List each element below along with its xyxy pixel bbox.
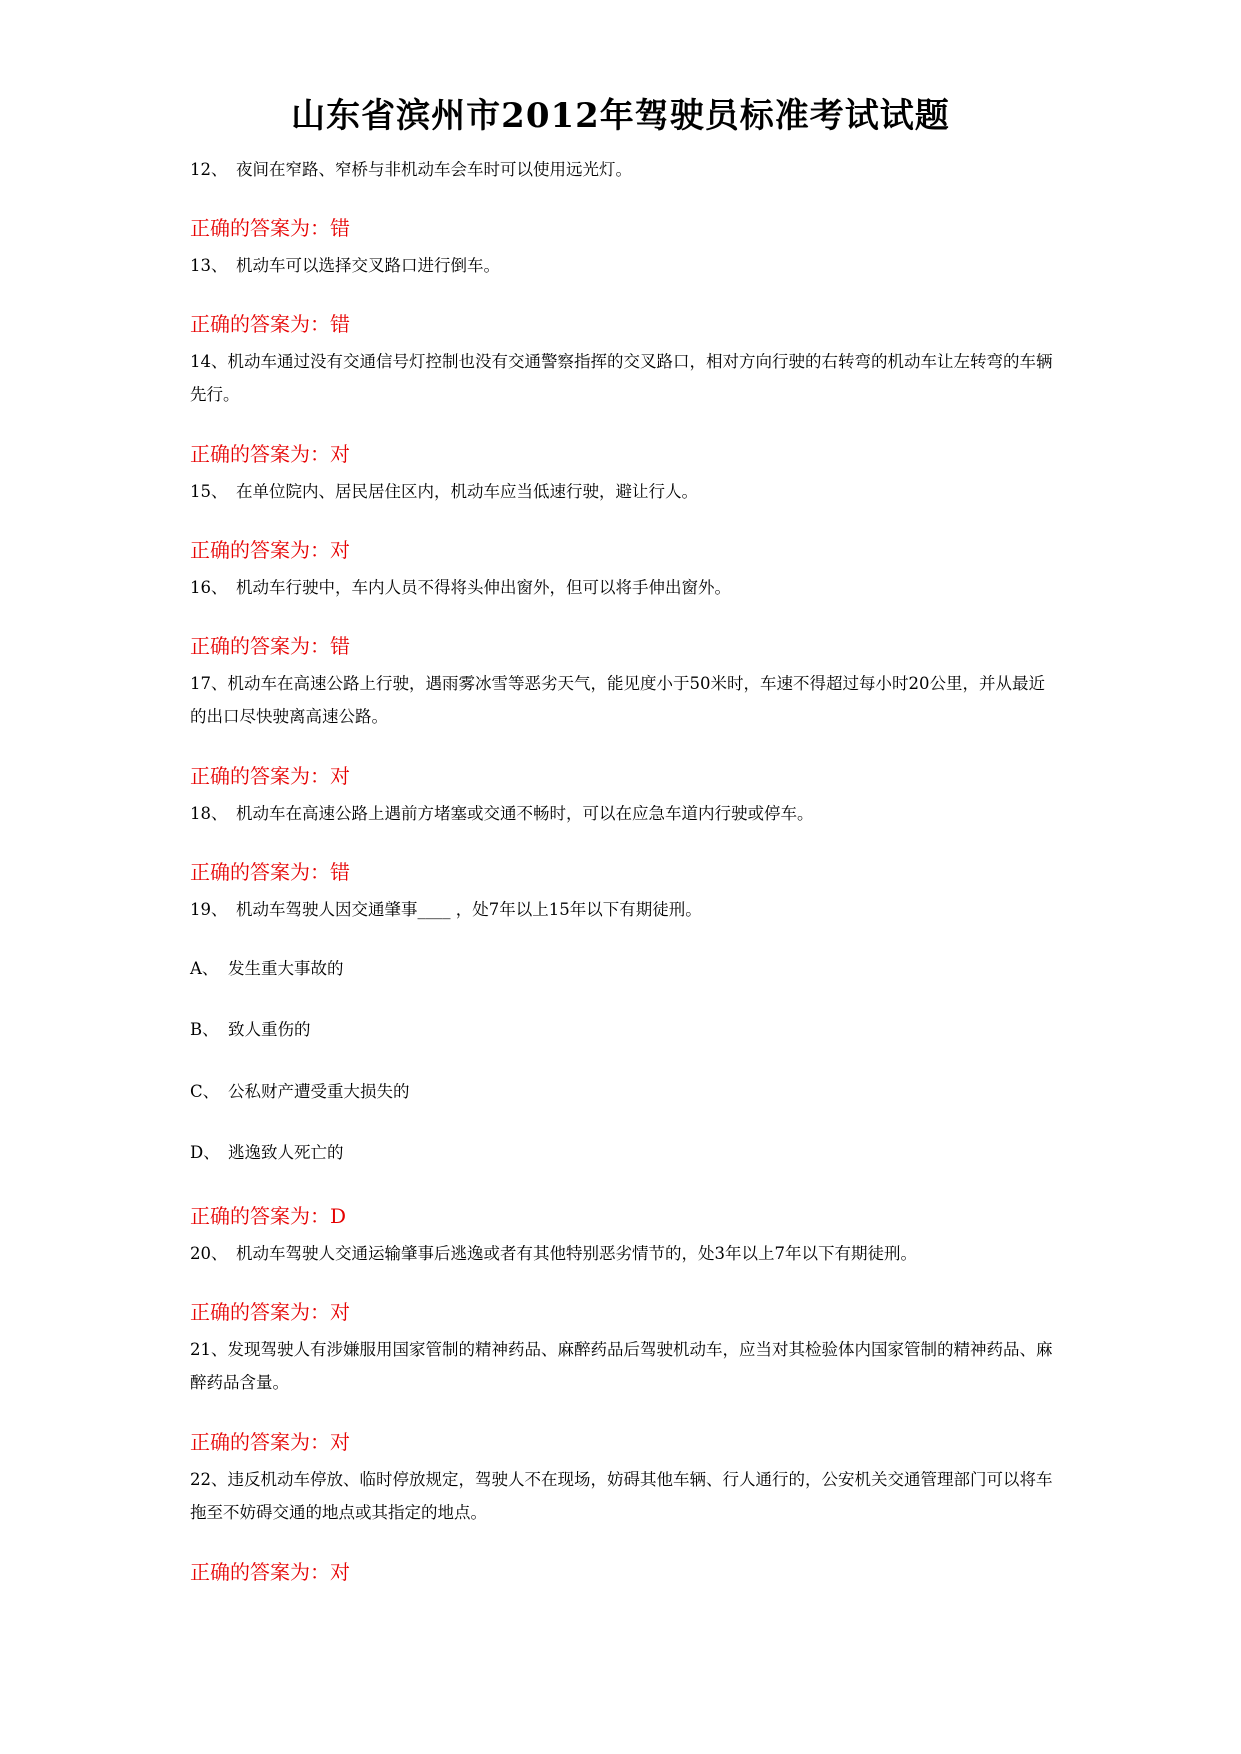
question-number: 13、 [190,256,228,275]
answer-label: 正确的答案为： [190,538,330,562]
question-17 [190,667,1055,733]
option-a [190,957,344,981]
question-text: 机动车驾驶人交通运输肇事后逃逸或者有其他特别恶劣情节的，处3年以上7年以下有期徒刑。 [236,1244,917,1263]
question-text: 违反机动车停放、临时停放规定，驾驶人不在现场，妨碍其他车辆、行人通行的，公安机关交通管理部门可以将车拖至不妨碍交通的地点或其指定的地点。 [190,1470,1053,1522]
page-title: 山东省滨州市2012年驾驶员标准考试试题 [291,96,950,136]
question-number: 22、 [190,1470,228,1489]
answer-value: 对 [330,538,350,562]
answer-label: 正确的答案为： [190,1430,330,1454]
answer-12 [190,214,350,242]
answer-value: D [330,1204,347,1228]
question-text: 机动车在高速公路上遇前方堵塞或交通不畅时，可以在应急车道内行驶或停车。 [236,804,814,823]
question-number: 12、 [190,160,228,179]
answer-label: 正确的答案为： [190,216,330,240]
question-text: 机动车通过没有交通信号灯控制也没有交通警察指挥的交叉路口，相对方向行驶的右转弯的机动车让左转弯的车辆先行。 [190,352,1053,404]
question-number: 16、 [190,578,228,597]
question-16 [190,571,1055,604]
answer-14 [190,440,350,468]
answer-label: 正确的答案为： [190,634,330,658]
answer-value: 错 [330,216,350,240]
question-number: 17、 [190,674,228,693]
question-text: 在单位院内、居民居住区内，机动车应当低速行驶，避让行人。 [236,482,698,501]
answer-13 [190,310,350,338]
option-letter: D、 [190,1143,220,1162]
answer-17 [190,762,350,790]
option-c [190,1080,410,1104]
question-number: 20、 [190,1244,228,1263]
answer-value: 对 [330,442,350,466]
answer-label: 正确的答案为： [190,1560,330,1584]
option-letter: A、 [190,959,219,978]
answer-value: 对 [330,764,350,788]
answer-label: 正确的答案为： [190,1204,330,1228]
answer-label: 正确的答案为： [190,442,330,466]
question-number: 18、 [190,804,228,823]
question-text: 机动车可以选择交叉路口进行倒车。 [236,256,500,275]
question-13 [190,249,1055,282]
option-d [190,1141,344,1165]
question-number: 19、 [190,900,228,919]
answer-value: 错 [330,312,350,336]
answer-label: 正确的答案为： [190,860,330,884]
option-text: 致人重伤的 [228,1020,311,1039]
option-text: 公私财产遭受重大损失的 [228,1082,410,1101]
question-number: 21、 [190,1340,228,1359]
answer-21 [190,1428,350,1456]
answer-15 [190,536,350,564]
question-12 [190,153,1055,186]
question-text: 机动车驾驶人因交通肇事____ ，处7年以上15年以下有期徒刑。 [236,900,702,919]
question-15 [190,475,1055,508]
answer-18 [190,858,350,886]
question-text: 机动车行驶中，车内人员不得将头伸出窗外，但可以将手伸出窗外。 [236,578,731,597]
answer-value: 对 [330,1300,350,1324]
question-number: 15、 [190,482,228,501]
answer-20 [190,1298,350,1326]
question-text: 机动车在高速公路上行驶，遇雨雾冰雪等恶劣天气，能见度小于50米时，车速不得超过每小时20公里，并从最近的出口尽快驶离高速公路。 [190,674,1045,726]
answer-value: 对 [330,1430,350,1454]
answer-19 [190,1202,346,1230]
option-text: 逃逸致人死亡的 [228,1143,344,1162]
option-b [190,1018,311,1042]
question-21 [190,1333,1055,1399]
answer-label: 正确的答案为： [190,312,330,336]
question-18 [190,797,1055,830]
question-20 [190,1237,1055,1270]
option-letter: B、 [190,1020,219,1039]
answer-22 [190,1558,350,1586]
question-number: 14、 [190,352,228,371]
question-19 [190,893,1055,926]
answer-value: 错 [330,634,350,658]
answer-label: 正确的答案为： [190,764,330,788]
option-letter: C、 [190,1082,220,1101]
question-22 [190,1463,1055,1529]
option-text: 发生重大事故的 [228,959,344,978]
question-14 [190,345,1055,411]
answer-value: 错 [330,860,350,884]
answer-16 [190,632,350,660]
question-text: 发现驾驶人有涉嫌服用国家管制的精神药品、麻醉药品后驾驶机动车，应当对其检验体内国家管制的精神药品、麻醉药品含量。 [190,1340,1053,1392]
answer-value: 对 [330,1560,350,1584]
question-text: 夜间在窄路、窄桥与非机动车会车时可以使用远光灯。 [236,160,632,179]
answer-label: 正确的答案为： [190,1300,330,1324]
